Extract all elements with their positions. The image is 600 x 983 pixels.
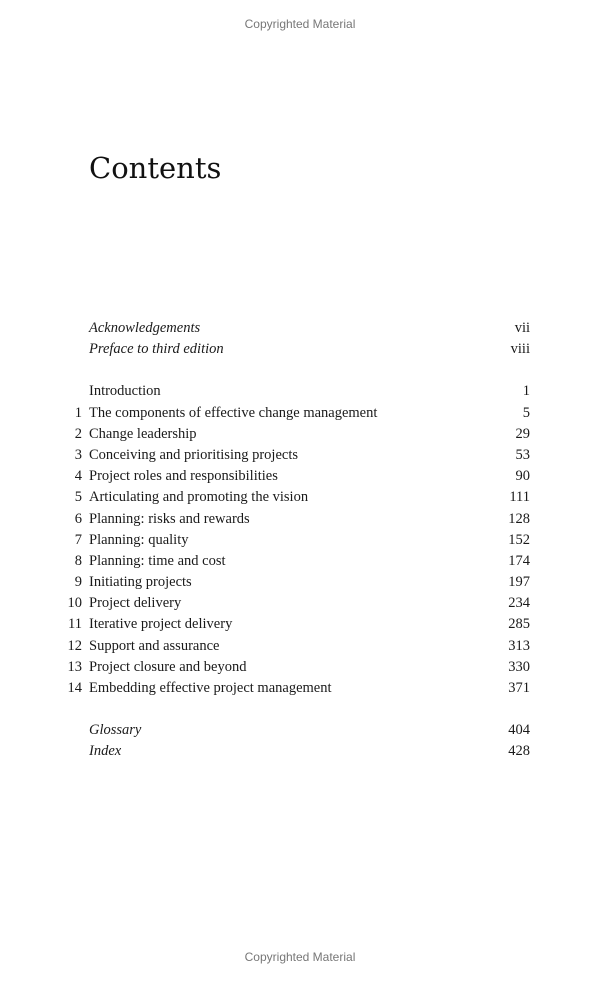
- toc-entry-introduction[interactable]: [60, 381, 530, 402]
- toc-entry-page: viii: [510, 341, 530, 358]
- toc-entry-title: Initiating projects: [89, 574, 192, 591]
- toc-entry-page: 197: [508, 574, 530, 591]
- toc-entry-chapter-8[interactable]: [60, 551, 530, 572]
- toc-entry-page: 330: [508, 658, 530, 675]
- chapter-number: 3: [74, 446, 82, 463]
- toc-entry-page: 285: [508, 616, 530, 633]
- chapter-number: 13: [67, 658, 82, 675]
- chapter-number: 1: [74, 404, 82, 421]
- toc-entry-page: vii: [514, 320, 530, 336]
- toc-entry-page: 371: [508, 680, 530, 696]
- toc-entry-chapter-1[interactable]: [60, 403, 530, 424]
- toc-entry-title: Introduction: [89, 383, 161, 400]
- toc-entry-chapter-14[interactable]: [60, 678, 530, 699]
- toc-entry-chapter-2[interactable]: [60, 424, 530, 445]
- front-matter-list: [60, 318, 530, 360]
- toc-entry-title: Planning: time and cost: [89, 552, 226, 569]
- toc-entry-page: 404: [508, 722, 530, 739]
- toc-entry-title: Index: [89, 743, 122, 760]
- chapter-number: 4: [74, 468, 82, 485]
- toc-entry-index[interactable]: [60, 741, 530, 762]
- chapter-number: 12: [67, 637, 82, 654]
- toc-entry-title: Embedding effective project management: [89, 680, 332, 696]
- chapter-list: [60, 381, 530, 699]
- chapter-number: 7: [74, 531, 82, 548]
- toc-entry-acknowledgements[interactable]: [60, 318, 530, 339]
- toc-entry-title: Planning: risks and rewards: [89, 510, 250, 527]
- toc-entry-title: Change leadership: [89, 425, 197, 442]
- toc-entry-title: Glossary: [89, 722, 142, 739]
- toc-entry-chapter-12[interactable]: [60, 636, 530, 657]
- toc-entry-title: Project delivery: [89, 595, 182, 612]
- toc-entry-page: 29: [515, 425, 530, 442]
- toc-entry-page: 234: [508, 595, 530, 612]
- toc-entry-chapter-7[interactable]: [60, 530, 530, 551]
- back-matter-list: [60, 720, 530, 762]
- toc-entry-chapter-11[interactable]: [60, 614, 530, 635]
- toc-entry-page: 5: [522, 404, 530, 421]
- chapter-number: 14: [67, 680, 82, 696]
- toc-entry-page: 90: [515, 468, 530, 485]
- toc-entry-page: 428: [508, 743, 530, 760]
- chapter-number: 6: [74, 510, 82, 527]
- chapter-number: 10: [67, 595, 82, 612]
- toc-entry-preface[interactable]: [60, 339, 530, 360]
- toc-entry-page: 111: [509, 489, 530, 506]
- toc-entry-glossary[interactable]: [60, 720, 530, 741]
- toc-entry-page: 128: [508, 510, 530, 527]
- toc-entry-title: Support and assurance: [89, 637, 220, 654]
- toc-entry-title: Project roles and responsibilities: [89, 468, 278, 485]
- toc-entry-page: 174: [508, 552, 530, 569]
- toc-entry-title: Conceiving and prioritising projects: [89, 446, 299, 463]
- toc-entry-title: Iterative project delivery: [89, 616, 233, 633]
- page-title: Contents: [89, 151, 222, 185]
- chapter-number: 5: [74, 489, 82, 506]
- toc-entry-chapter-3[interactable]: [60, 445, 530, 466]
- table-of-contents: [60, 318, 530, 763]
- toc-entry-title: Preface to third edition: [89, 341, 224, 358]
- chapter-number: 11: [68, 616, 82, 633]
- toc-entry-chapter-9[interactable]: [60, 572, 530, 593]
- toc-entry-title: Planning: quality: [89, 531, 189, 548]
- toc-entry-title: Articulating and promoting the vision: [89, 489, 309, 506]
- copyright-watermark-bottom: Copyrighted Material: [244, 950, 356, 964]
- chapter-number: 2: [74, 425, 82, 442]
- chapter-number: 9: [74, 574, 82, 591]
- toc-entry-page: 53: [515, 446, 530, 463]
- toc-entry-chapter-13[interactable]: [60, 657, 530, 678]
- toc-entry-page: 152: [508, 531, 530, 548]
- toc-entry-chapter-10[interactable]: [60, 593, 530, 614]
- toc-entry-title: Project closure and beyond: [89, 658, 247, 675]
- toc-entry-chapter-6[interactable]: [60, 509, 530, 530]
- chapter-number: 8: [74, 552, 82, 569]
- toc-entry-chapter-5[interactable]: [60, 487, 530, 508]
- toc-entry-page: 313: [508, 637, 530, 654]
- copyright-watermark-top: Copyrighted Material: [244, 17, 356, 31]
- toc-entry-title: The components of effective change management: [89, 404, 378, 421]
- toc-entry-page: 1: [522, 383, 530, 400]
- toc-entry-title: Acknowledgements: [89, 320, 201, 336]
- toc-entry-chapter-4[interactable]: [60, 466, 530, 487]
